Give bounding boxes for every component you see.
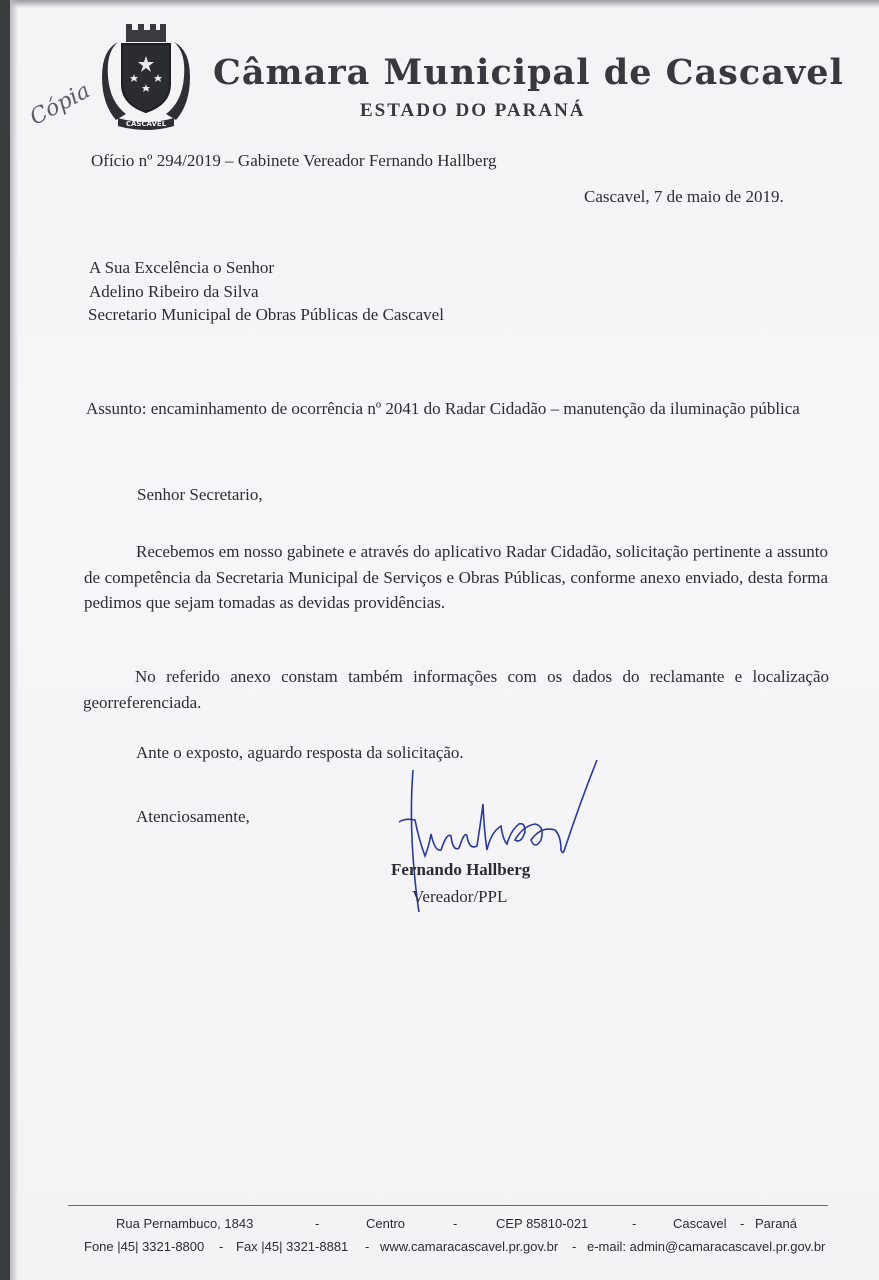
footer-separator: - <box>453 1216 458 1231</box>
footer-divider <box>68 1205 828 1206</box>
body-paragraph-1: Recebemos em nosso gabinete e através do aplicativo Radar Cidadão, solicitação pertinente a assunto de competência da Secretaria Municipal de Serviços e Obras Públicas, conforme anexo enviado, desta forma pedimos que sejam tomadas as devidas providências. <box>84 542 828 612</box>
recipient-line-1: A Sua Excelência o Senhor <box>89 258 275 277</box>
handwritten-copia-note: Cópia <box>25 78 95 131</box>
body-paragraph-3: Ante o exposto, aguardo resposta da solicitação. <box>136 743 464 762</box>
footer-phone: Fone |45| 3321-8800 <box>84 1239 205 1254</box>
salutation: Senhor Secretario, <box>137 485 263 504</box>
recipient-line-2: Adelino Ribeiro da Silva <box>89 282 259 301</box>
coat-of-arms-icon <box>96 22 196 130</box>
footer-separator: - <box>315 1216 320 1231</box>
letter-reference: Ofício nº 294/2019 – Gabinete Vereador Fernando Hallberg <box>91 151 497 170</box>
letter-page <box>10 0 879 1280</box>
footer-state: Paraná <box>755 1216 797 1231</box>
footer-fax: Fax |45| 3321-8881 <box>236 1239 349 1254</box>
institution-subtitle: ESTADO DO PARANÁ <box>360 100 586 121</box>
footer-separator: - <box>365 1239 370 1254</box>
body-paragraph-2: No referido anexo constam também informações com os dados do reclamante e localização georreferenciada. <box>83 667 829 712</box>
signer-role: Vereador/PPL <box>412 887 508 906</box>
footer-website: www.camaracascavel.pr.gov.br <box>380 1239 559 1254</box>
footer-street: Rua Pernambuco, 1843 <box>116 1216 254 1231</box>
footer-separator: - <box>632 1216 637 1231</box>
footer-email: e-mail: admin@camaracascavel.pr.gov.br <box>587 1239 826 1254</box>
page-top-shadow <box>10 0 879 8</box>
footer-city: Cascavel <box>673 1216 727 1231</box>
crest-label: CASCAVEL <box>125 120 167 128</box>
footer-cep: CEP 85810-021 <box>496 1216 589 1231</box>
recipient-line-3: Secretario Municipal de Obras Públicas de Cascavel <box>88 305 444 324</box>
institution-title: Câmara Municipal de Cascavel <box>213 52 844 93</box>
page-left-shadow <box>10 0 18 1280</box>
letter-subject: Assunto: encaminhamento de ocorrência nº 2041 do Radar Cidadão – manutenção da iluminação pública <box>86 399 800 418</box>
closing: Atenciosamente, <box>136 807 250 826</box>
place-date: Cascavel, 7 de maio de 2019. <box>584 187 784 206</box>
footer-separator: - <box>572 1239 577 1254</box>
signer-name: Fernando Hallberg <box>391 860 531 879</box>
footer-district: Centro <box>366 1216 406 1231</box>
footer-separator: - <box>219 1239 224 1254</box>
footer-separator: - <box>740 1216 745 1231</box>
